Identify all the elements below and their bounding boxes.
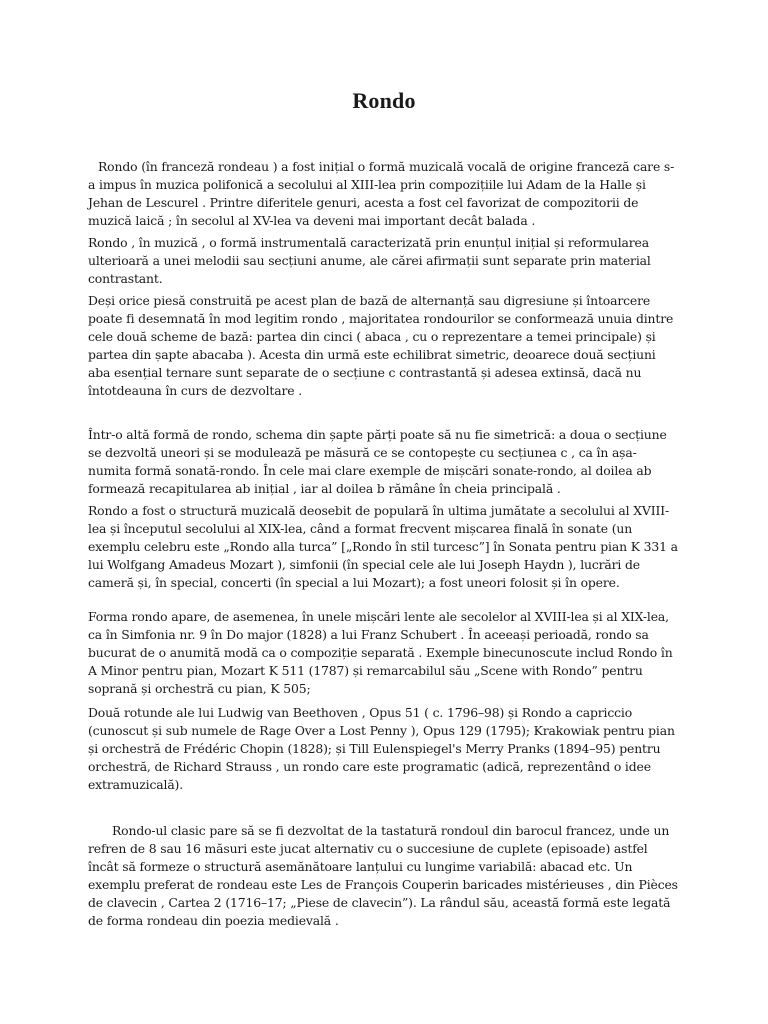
page-title: Rondo: [352, 88, 416, 113]
paragraph-7: Două rotunde ale lui Ludwig van Beethoven , Opus 51 ( c. 1796–98) și Rondo a capriccio (cunoscut și sub numele de Rage Over a Lost Penny ), Opus 129 (1795); Krakowiak pentru pian și orchestră de Frédéric Chopin (1828); și Till Eulenspiegel's Merry Pranks (1894–95) pentru orchestră, de Richard Strauss , un rondo care este programatic (adică, reprezentând o idee extramuzicală).: [88, 705, 675, 792]
paragraph-6: Forma rondo apare, de asemenea, în unele mișcări lente ale secolelor al XVIII-lea și al XIX-lea, ca în Simfonia nr. 9 în Do major (1828) a lui Franz Schubert . În aceeași perioadă, rondo sa bucurat de o anumită modă ca o compoziție separată . Exemple binecunoscute includ Rondo în A Minor pentru pian, Mozart K 511 (1787) și remarcabilul său „Scene with Rondo” pentru soprană și orchestră cu pian, K 505;: [88, 609, 673, 696]
paragraph-4: Într-o altă formă de rondo, schema din șapte părți poate să nu fie simetrică: a doua o secțiune se dezvoltă uneori și se modulează pe măsură ce se contopește cu secțiunea c , ca în așa-numita formă sonată-rondo. În cele mai clare exemple de mișcări sonate-rondo, al doilea ab formează recapitularea ab inițial , iar al doilea b rămâne în cheia principală .: [88, 427, 667, 496]
paragraph-2: Rondo , în muzică , o formă instrumentală caracterizată prin enunțul inițial și reformularea ulterioară a unei melodii sau secțiuni anume, ale cărei afirmații sunt separate prin material contrastant.: [88, 235, 651, 286]
paragraph-5: Rondo a fost o structură muzicală deosebit de populară în ultima jumătate a secolului al XVIII-lea și începutul secolului al XIX-lea, când a format frecvent mișcarea finală în sonate (un exemplu celebru este „Rondo alla turca” [„Rondo în stil turcesc”] în Sonata pentru pian K 331 a lui Wolfgang Amadeus Mozart ), simfonii (în special cele ale lui Joseph Haydn ), lucrări de cameră și, în special, concerti (în special a lui Mozart); a fost uneori folosit și în opere.: [88, 503, 678, 590]
paragraph-8: Rondo-ul clasic pare să se fi dezvoltat de la tastatură rondoul din barocul francez, unde un refren de 8 sau 16 măsuri este jucat alternativ cu o succesiune de cuplete (episoade) astfel încât să formeze o structură asemănătoare lanțului cu lungime variabilă: abacad etc. Un exemplu preferat de rondeau este Les de François Couperin baricades mistérieuses , din Pièces de clavecin , Cartea 2 (1716–17; „Piese de clavecin”). La rândul său, această formă este legată de forma rondeau din poezia medievală .: [88, 823, 678, 928]
paragraph-1: Rondo (în franceză rondeau ) a fost inițial o formă muzicală vocală de origine franceză care s-a impus în muzica polifonică a secolului al XIII-lea prin compozițiile lui Adam de la Halle și Jehan de Lescurel . Printre diferitele genuri, acesta a fost cel favorizat de compozitorii de muzică laică ; în secolul al XV-lea va deveni mai important decât balada .: [88, 159, 675, 228]
paragraph-3: Deși orice piesă construită pe acest plan de bază de alternanță sau digresiune și întoarcere poate fi desemnată în mod legitim rondo , majoritatea rondourilor se conformează unuia dintre cele două scheme de bază: partea din cinci ( abaca , cu o reprezentare a temei principale) și partea din șapte abacaba ). Acesta din urmă este echilibrat simetric, deoarece două secțiuni aba esențial ternare sunt separate de o secțiune c contrastantă și adesea extinsă, dacă nu întotdeauna în curs de dezvoltare .: [88, 293, 674, 398]
